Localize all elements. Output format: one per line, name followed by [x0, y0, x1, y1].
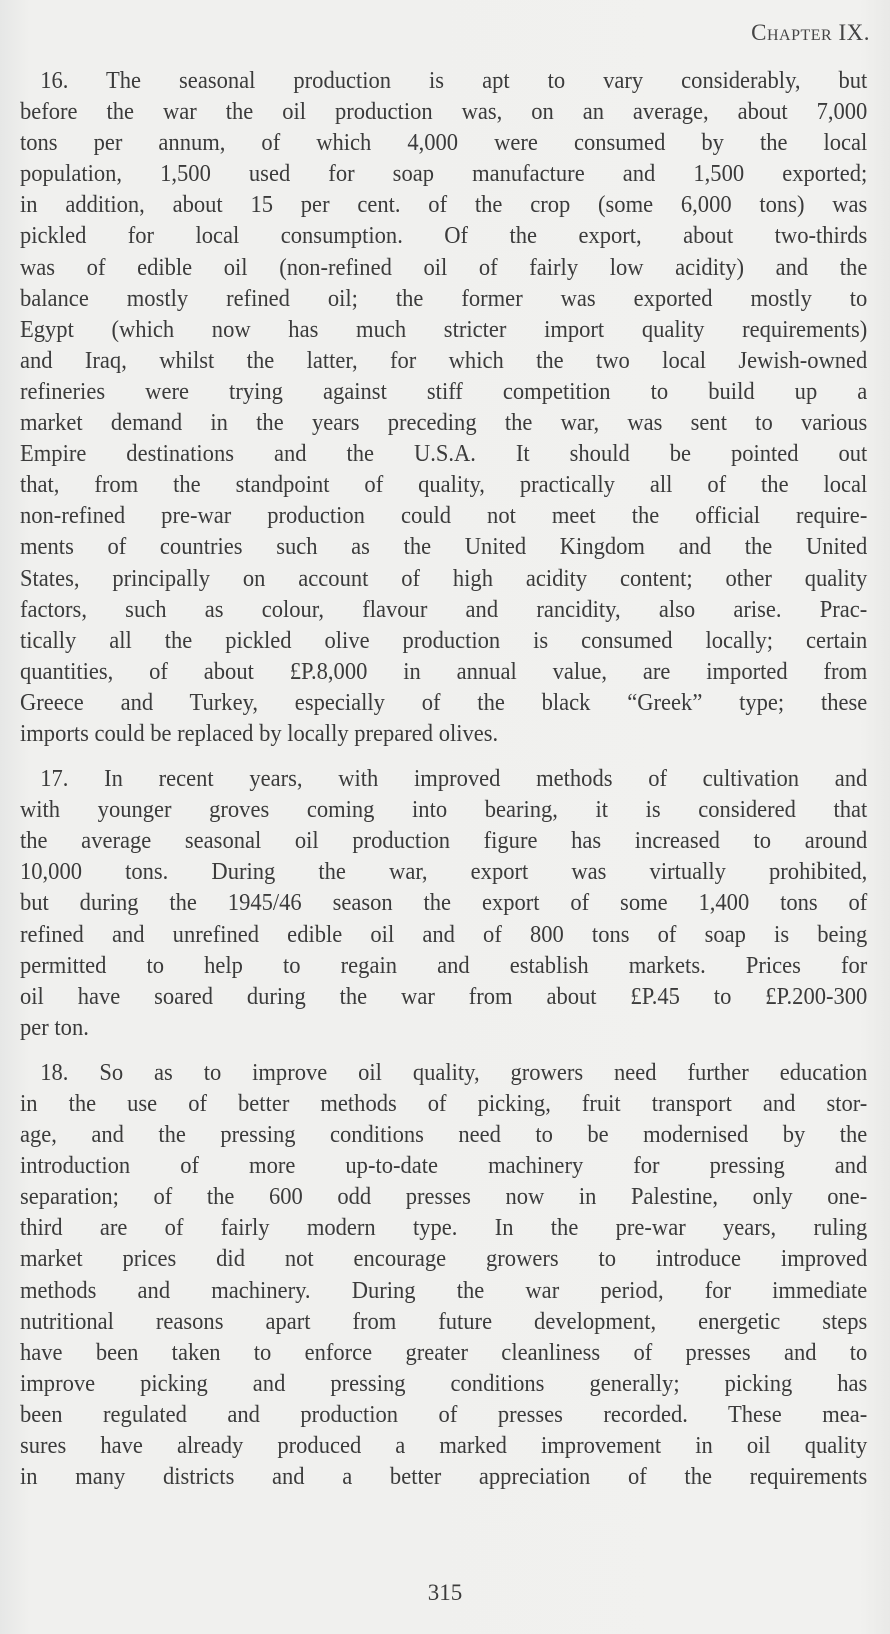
text-line: in the use of better methods of picking, fruit transport and stor-	[20, 1090, 868, 1117]
text-line: that, from the standpoint of quality, practically all of the local	[20, 471, 868, 499]
text-line: with younger groves coming into bearing, it is considered that	[20, 796, 868, 824]
page-number: 315	[427, 1580, 463, 1605]
text-line: before the war the oil production was, on an average, about 7,000	[20, 98, 868, 126]
text-line: balance mostly refined oil; the former was exported mostly to	[20, 284, 868, 312]
running-head-chapter: Chapter IX.	[751, 20, 870, 45]
paragraph-17	[20, 763, 868, 1043]
text-line: introduction of more up-to-date machinery for pressing and	[20, 1152, 868, 1180]
text-line: was of edible oil (non-refined oil of fairly low acidity) and the	[20, 253, 868, 281]
text-line: methods and machinery. During the war period, for immediate	[20, 1276, 868, 1304]
text-line: tically all the pickled olive production is consumed locally; certain	[20, 626, 868, 654]
text-line: market prices did not encourage growers to introduce improved	[20, 1245, 868, 1273]
text-line: in addition, about 15 per cent. of the crop (some 6,000 tons) was	[20, 191, 868, 219]
text-line: oil have soared during the war from about £P.45 to £P.200-300	[20, 982, 868, 1010]
text-line: improve picking and pressing conditions generally; picking has	[20, 1369, 868, 1397]
text-line: but during the 1945/46 season the export of some 1,400 tons of	[20, 889, 868, 917]
text-line: separation; of the 600 odd presses now in Palestine, only one-	[20, 1183, 868, 1211]
text-line: have been taken to enforce greater cleanliness of presses and to	[20, 1338, 868, 1366]
text-line: quantities, of about £P.8,000 in annual value, are imported from	[20, 657, 868, 685]
text-line: refineries were trying against stiff competition to build up a	[20, 377, 868, 405]
text-line: Egypt (which now has much stricter import quality requirements)	[20, 315, 868, 343]
text-line: third are of fairly modern type. In the pre-war years, ruling	[20, 1214, 868, 1242]
text-line: 17. In recent years, with improved methods of cultivation and	[40, 765, 868, 793]
text-line: refined and unrefined edible oil and of 800 tons of soap is being	[20, 920, 868, 948]
text-line: Empire destinations and the U.S.A. It should be pointed out	[20, 440, 868, 468]
text-line: 16. The seasonal production is apt to vary considerably, but	[40, 67, 868, 94]
text-line: Greece and Turkey, especially of the black “Greek” type; these	[20, 688, 868, 716]
text-line: pickled for local consumption. Of the export, about two-thirds	[20, 222, 868, 250]
text-line: per ton.	[20, 1013, 89, 1041]
text-line: tons per annum, of which 4,000 were consumed by the local	[20, 129, 868, 157]
text-line: age, and the pressing conditions need to be modernised by the	[20, 1121, 868, 1149]
text-line: permitted to help to regain and establish markets. Prices for	[20, 951, 868, 979]
text-line: in many districts and a better appreciation of the requirements	[20, 1463, 868, 1491]
text-line: States, principally on account of high acidity content; other quality	[20, 564, 868, 592]
text-line: market demand in the years preceding the war, was sent to various	[20, 409, 868, 437]
text-line: factors, such as colour, flavour and rancidity, also arise. Prac-	[20, 595, 868, 623]
text-line: been regulated and production of presses recorded. These mea-	[20, 1400, 868, 1428]
text-line: non-refined pre-war production could not meet the official require-	[20, 502, 868, 530]
text-line: sures have already produced a marked improvement in oil quality	[20, 1432, 868, 1460]
text-line: and Iraq, whilst the latter, for which the two local Jewish-owned	[20, 346, 868, 374]
text-line: ments of countries such as the United Kingdom and the United	[20, 533, 868, 561]
text-line: the average seasonal oil production figure has increased to around	[20, 827, 868, 855]
text-line: nutritional reasons apart from future development, energetic steps	[20, 1307, 868, 1335]
text-line: population, 1,500 used for soap manufacture and 1,500 exported;	[20, 160, 868, 188]
paragraph-18	[20, 1057, 868, 1492]
body-text	[20, 65, 868, 1492]
text-line: imports could be replaced by locally prepared olives.	[20, 719, 499, 747]
text-line: 18. So as to improve oil quality, growers need further education	[40, 1058, 868, 1086]
text-line: 10,000 tons. During the war, export was virtually prohibited,	[20, 858, 868, 886]
paragraph-16	[20, 65, 868, 749]
